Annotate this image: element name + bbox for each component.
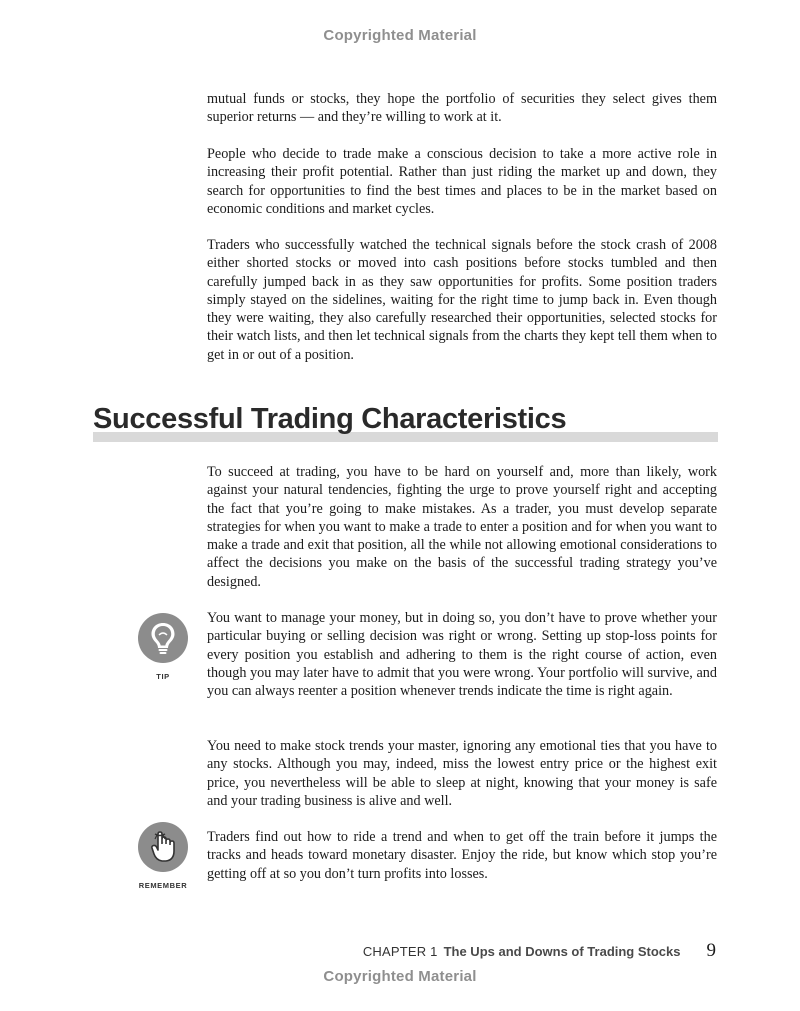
copyright-watermark-top: Copyrighted Material bbox=[323, 27, 477, 44]
tip-label: TIP bbox=[156, 672, 170, 681]
tip-icon-block bbox=[123, 613, 203, 681]
paragraph-2: People who decide to trade make a conscious decision to take a more active role in increasing their profit potential. Rather than just riding the market up and down, they search for opportunities to find the best times and places to be in the market based on economic conditions and market cycles. bbox=[207, 146, 717, 217]
paragraph-3: Traders who successfully watched the technical signals before the stock crash of 2008 either shorted stocks or moved into cash positions before stocks tumbled and then carefully jumped back in as they saw opportunities for profits. Some position traders simply stayed on the sidelines, waiting for the right time to jump back in. Even though they were waiting, they also carefully researched their opportunities, selected stocks for their watch lists, and then let technical signals from the charts they kept tell them when to get in or out of a position. bbox=[207, 237, 717, 363]
paragraph-7-remember: Traders find out how to ride a trend and when to get off the train before it jumps the tracks and heads toward monetary disaster. Enjoy the ride, but know which stop you’re getting off at so you don’t turn profits into losses. bbox=[207, 829, 717, 882]
page-number: 9 bbox=[706, 940, 716, 961]
remember-icon-block bbox=[123, 822, 203, 890]
paragraph-6: You need to make stock trends your master, ignoring any emotional ties that you have to any stocks. Although you may, indeed, miss the lowest entry price or the highest exit price, you nevertheless will be able to sleep at night, knowing that your money is safe and your trading business is alive and well. bbox=[207, 738, 717, 809]
remember-label: REMEMBER bbox=[138, 881, 188, 890]
footer-chapter: CHAPTER 1 bbox=[362, 944, 438, 959]
paragraph-1: mutual funds or stocks, they hope the portfolio of securities they select gives them superior returns — and they’re willing to work at it. bbox=[207, 91, 717, 126]
copyright-watermark-bottom: Copyrighted Material bbox=[323, 968, 477, 985]
finger-string-icon bbox=[138, 822, 188, 872]
paragraph-5-tip: You want to manage your money, but in doing so, you don’t have to prove whether your particular buying or selling decision was right or wrong. Setting up stop-loss points for every position you establish and adhering to them is the right course of action, even though you may later have to admit that you were wrong. Your portfolio will survive, and you can always reenter a position whenever trends indicate the time is right again. bbox=[207, 610, 717, 700]
page-footer bbox=[363, 940, 716, 962]
section-heading: Successful Trading Characteristics bbox=[93, 403, 567, 435]
section-heading-block bbox=[93, 400, 718, 444]
lightbulb-icon bbox=[138, 613, 188, 663]
paragraph-4: To succeed at trading, you have to be hard on yourself and, more than likely, work against your natural tendencies, fighting the urge to prove yourself right and accepting the fact that you’re going to make mistakes. As a trader, you must develop separate strategies for when you want to make a trade to enter a position and for when you want to make a trade and exit that position, all the while not allowing emotional considerations to affect the decisions you make on the basis of the successful trading strategy you’ve designed. bbox=[207, 464, 717, 590]
footer-chapter-title: The Ups and Downs of Trading Stocks bbox=[443, 944, 681, 959]
